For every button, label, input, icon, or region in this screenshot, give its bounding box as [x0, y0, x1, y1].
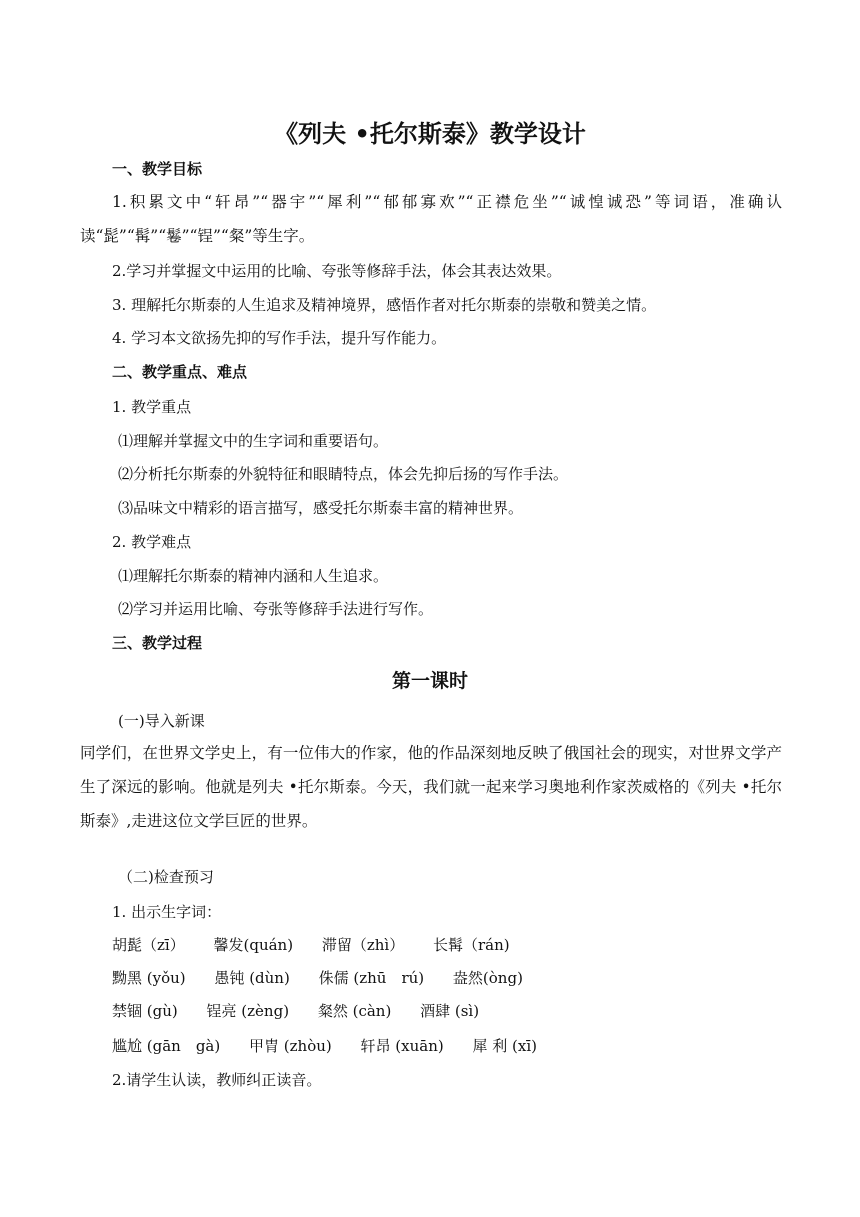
- vocab-item: 轩昂 (xuān): [360, 1037, 444, 1055]
- objective-item-1: 1.积累文中“轩昂”“器宇”“犀利”“郁郁寡欢”“正襟危坐”“诚惶诚恐”等词语，准确认读“髭”“髯”“鬈”“锃”“粲”等生字。: [80, 193, 782, 245]
- vocab-row: [112, 1000, 503, 1021]
- vocab-item: 禁锢 (gù): [112, 1002, 178, 1020]
- key-point-item: ⑴理解并掌握文中的生字词和重要语句。: [118, 432, 389, 450]
- lesson-title: 第一课时: [391, 670, 468, 692]
- vocab-item: 滞留（zhì）: [321, 936, 405, 954]
- section-heading-key-points: 二、教学重点、难点: [112, 363, 248, 381]
- vocab-instruction: 1. 出示生字词：: [112, 903, 222, 921]
- key-point-item: ⑶品味文中精彩的语言描写，感受托尔斯泰丰富的精神世界。: [118, 499, 524, 517]
- vocab-item: 盎然(òng): [452, 969, 523, 987]
- vocab-item: 馨发(quán): [213, 936, 294, 954]
- vocab-item: 胡髭（zī）: [112, 936, 185, 954]
- key-points-subheading: 1. 教学重点: [112, 398, 192, 416]
- key-point-item: ⑵分析托尔斯泰的外貌特征和眼睛特点，体会先抑后扬的写作手法。: [118, 465, 569, 483]
- vocab-item: 黝黑 (yǒu): [112, 969, 186, 987]
- reading-instruction: 2.请学生认读，教师纠正读音。: [112, 1071, 322, 1089]
- vocab-item: 锃亮 (zèng): [206, 1002, 290, 1020]
- document-title: 《列夫 •托尔斯泰》教学设计: [274, 120, 586, 148]
- difficulties-subheading: 2. 教学难点: [112, 533, 192, 551]
- objective-item-3: 3. 理解托尔斯泰的人生追求及精神境界，感悟作者对托尔斯泰的崇敬和赞美之情。: [112, 296, 657, 314]
- vocab-item: 犀 利 (xī): [472, 1037, 538, 1055]
- section-heading-process: 三、教学过程: [112, 634, 203, 652]
- vocab-row: [112, 934, 534, 955]
- vocab-item: 长髯（rán): [433, 936, 510, 954]
- vocab-item: 甲胄 (zhòu): [249, 1037, 332, 1055]
- vocab-item: 尴尬 (gān gà): [112, 1037, 221, 1055]
- vocab-item: 侏儒 (zhū rú): [318, 969, 425, 987]
- difficulty-item: ⑴理解托尔斯泰的精神内涵和人生追求。: [118, 567, 389, 585]
- objective-item-2: 2.学习并掌握文中运用的比喻、夸张等修辞手法，体会其表达效果。: [112, 262, 562, 280]
- vocab-row: [112, 1035, 561, 1056]
- section-heading-objectives: 一、教学目标: [112, 160, 203, 178]
- vocab-item: 粲然 (càn): [317, 1002, 392, 1020]
- vocab-row: [112, 967, 547, 988]
- intro-paragraph: 同学们，在世界文学史上，有一位伟大的作家，他的作品深刻地反映了俄国社会的现实，对世界文学产生了深远的影响。他就是列夫 •托尔斯泰。今天，我们就一起来学习奥地利作家茨威格的《列夫 •托尔斯泰》,走进这位文学巨匠的世界。: [80, 744, 782, 830]
- vocab-item: 愚钝 (dùn): [214, 969, 290, 987]
- objective-item-4: 4. 学习本文欲扬先抑的写作手法，提升写作能力。: [112, 329, 447, 347]
- part-heading-intro: (一)导入新课: [118, 712, 205, 730]
- difficulty-item: ⑵学习并运用比喻、夸张等修辞手法进行写作。: [118, 600, 434, 618]
- vocab-item: 酒肆 (sì): [420, 1002, 480, 1020]
- part-heading-preview: （二)检查预习: [118, 868, 214, 886]
